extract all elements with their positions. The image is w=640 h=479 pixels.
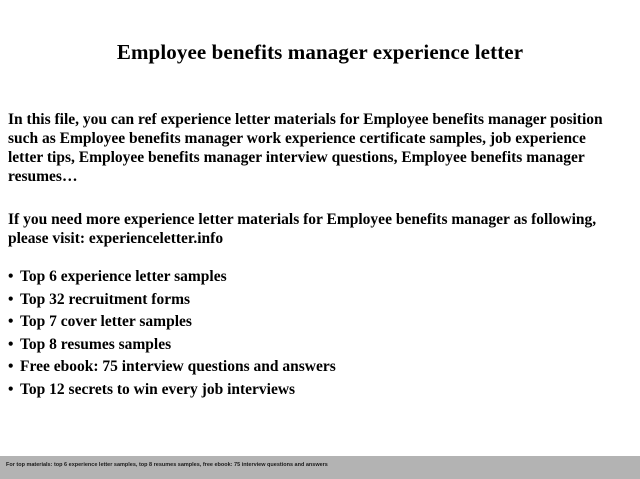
list-item: • Top 6 experience letter samples — [8, 266, 336, 289]
intro-paragraph: In this file, you can ref experience letter materials for Employee benefits manager position such as Employee benefits manager work experience certificate samples, job experience letter tips, Employee benefits manager interview questions, Employee benefits manager resumes… — [8, 111, 603, 185]
list-item: • Top 7 cover letter samples — [8, 311, 336, 334]
list-item: • Top 32 recruitment forms — [8, 289, 336, 312]
list-item: • Top 12 secrets to win every job interviews — [8, 379, 336, 402]
footer-text: For top materials: top 6 experience letter samples, top 8 resumes samples, free ebook: 75 interview questions and answers — [6, 462, 328, 468]
visit-paragraph: If you need more experience letter materials for Employee benefits manager as following, please visit: experienceletter.info — [8, 211, 597, 247]
materials-list — [8, 266, 336, 401]
footer-bar — [0, 456, 640, 479]
list-item: • Top 8 resumes samples — [8, 334, 336, 357]
list-item: • Free ebook: 75 interview questions and answers — [8, 356, 336, 379]
document-title: Employee benefits manager experience letter — [116, 40, 524, 64]
